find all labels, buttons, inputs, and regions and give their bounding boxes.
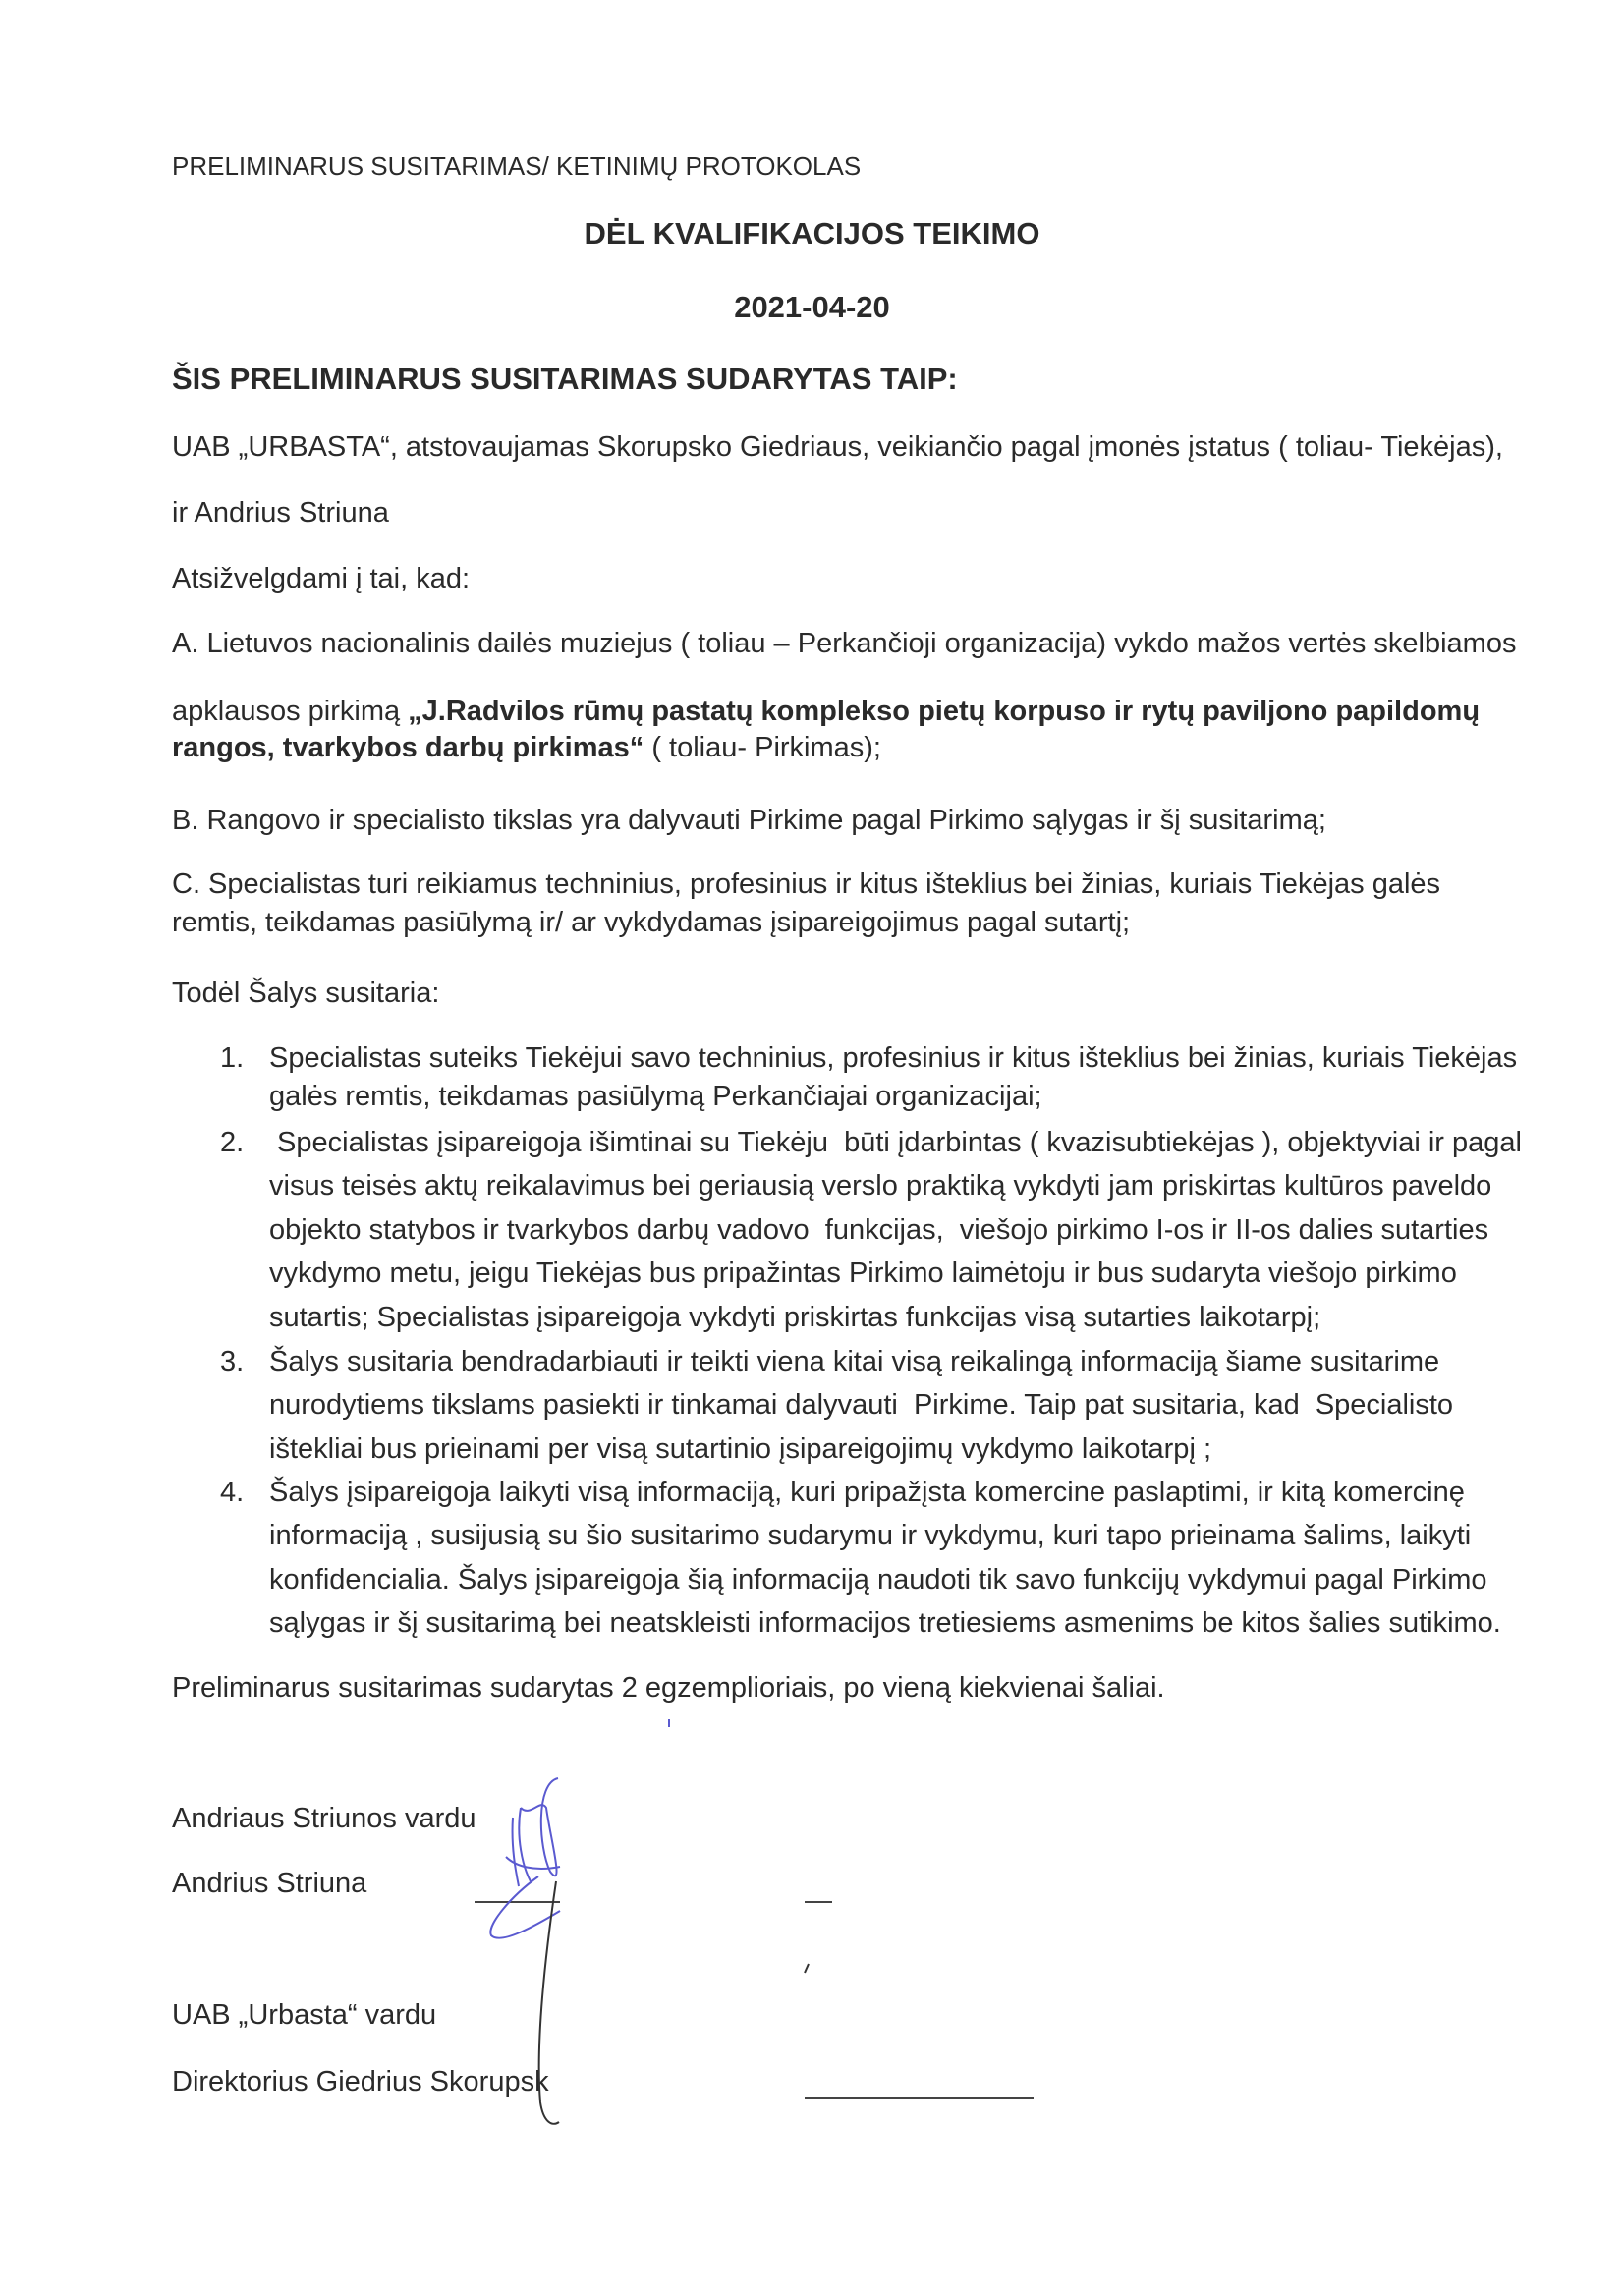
list-item-line: Šalys susitaria bendradarbiauti ir teikti viena kitai visą reikalingą informaciją šiame susitarime	[269, 1346, 1440, 1377]
list-item-line: Specialistas suteiks Tiekėjui savo techninius, profesinius ir kitus išteklius bei žinias, kuriais Tiekėjas	[269, 1042, 1518, 1074]
signature-name-party2: Andrius Striuna	[172, 1868, 367, 1899]
document-date: 2021-04-20	[734, 290, 890, 324]
list-item-line: visus teisės aktų reikalavimus bei geriausią verslo praktiką vykdyti jam priskirtas kultūros paveldo	[269, 1170, 1492, 1203]
section-heading: ŠIS PRELIMINARUS SUSITARIMAS SUDARYTAS TAIP:	[172, 362, 958, 396]
signature-name-party1: Direktorius Giedrius Skorupsk	[172, 2066, 549, 2098]
list-item-line: nurodytiems tikslams pasiekti ir tinkamai dalyvauti Pirkime. Taip pat susitaria, kad Specialisto	[269, 1389, 1454, 1422]
therefore-intro: Todėl Šalys susitaria:	[172, 978, 440, 1009]
party-2: ir Andrius Striuna	[172, 497, 389, 529]
list-item-number: 3.	[220, 1346, 245, 1377]
list-item-number: 1.	[220, 1042, 245, 1074]
point-a-text: apklausos pirkimą	[172, 696, 409, 727]
whereas-intro: Atsižvelgdami į tai, kad:	[172, 563, 471, 594]
closing-statement: Preliminarus susitarimas sudarytas 2 egzemplioriais, po vieną kiekvienai šaliai.	[172, 1672, 1165, 1704]
point-a-text: ( toliau- Pirkimas);	[644, 732, 881, 763]
point-c-line: C. Specialistas turi reikiamus techninius, profesinius ir kitus išteklius bei žinias, kuriais Tiekėjas galės	[172, 868, 1441, 900]
document-header: PRELIMINARUS SUSITARIMAS/ KETINIMŲ PROTOKOLAS	[172, 151, 862, 181]
list-item-line: vykdymo metu, jeigu Tiekėjas bus pripažintas Pirkimo laimėtoju ir bus sudaryta viešojo pirkimo	[269, 1258, 1457, 1290]
list-item-number: 2.	[220, 1127, 245, 1158]
party-1: UAB „URBASTA“, atstovaujamas Skorupsko Giedriaus, veikiančio pagal įmonės įstatus ( toliau- Tiekėjas),	[172, 431, 1503, 463]
list-item-line: ištekliai bus prieinami per visą sutartinio įsipareigojimų vykdymo laikotarpį ;	[269, 1432, 1211, 1465]
procurement-title: „J.Radvilos rūmų pastatų komplekso pietų korpuso ir rytų paviljono papildomų	[408, 696, 1481, 727]
list-item-line: informaciją , susijusią su šio susitarimo sudarymu ir vykdymu, kuri tapo prieinama šalims, laikyti	[269, 1520, 1472, 1552]
procurement-title: rangos, tvarkybos darbų pirkimas“	[172, 732, 644, 763]
list-item-line: konfidencialia. Šalys įsipareigoja šią informaciją naudoti tik savo funkcijų vykdymui pagal Pirkimo	[269, 1563, 1487, 1596]
signature-label-party1: UAB „Urbasta“ vardu	[172, 1999, 437, 2031]
list-item-number: 4.	[220, 1477, 245, 1508]
list-item-line: Šalys įsipareigoja laikyti visą informaciją, kuri pripažįsta komercine paslaptimi, ir kitą komercinę	[269, 1477, 1465, 1508]
document-title: DĖL KVALIFIKACIJOS TEIKIMO	[584, 216, 1040, 251]
point-b: B. Rangovo ir specialisto tikslas yra dalyvauti Pirkime pagal Pirkimo sąlygas ir šį susitarimą;	[172, 805, 1326, 836]
point-c-line: remtis, teikdamas pasiūlymą ir/ ar vykdydamas įsipareigojimus pagal sutartį;	[172, 907, 1131, 938]
signature-label-party2: Andriaus Striunos vardu	[172, 1803, 476, 1834]
point-a-line: A. Lietuvos nacionalinis dailės muziejus ( toliau – Perkančioji organizacija) vykdo mažos vertės skelbiamos	[172, 628, 1517, 659]
list-item-line: objekto statybos ir tvarkybos darbų vadovo funkcijas, viešojo pirkimo I-os ir II-os dalies sutarties	[269, 1213, 1489, 1246]
list-item-line: sutartis; Specialistas įsipareigoja vykdyti priskirtas funkcijas visą sutarties laikotarpį;	[269, 1301, 1321, 1333]
list-item-line: galės remtis, teikdamas pasiūlymą Perkančiajai organizacijai;	[269, 1081, 1042, 1112]
list-item-line: sąlygas ir šį susitarimą bei neatskleisti informacijos tretiesiems asmenims be kitos šalies sutikimo.	[269, 1607, 1501, 1640]
list-item-line: Specialistas įsipareigoja išimtinai su Tiekėju būti įdarbintas ( kvazisubtiekėjas ), objektyviai ir pagal	[269, 1127, 1522, 1158]
